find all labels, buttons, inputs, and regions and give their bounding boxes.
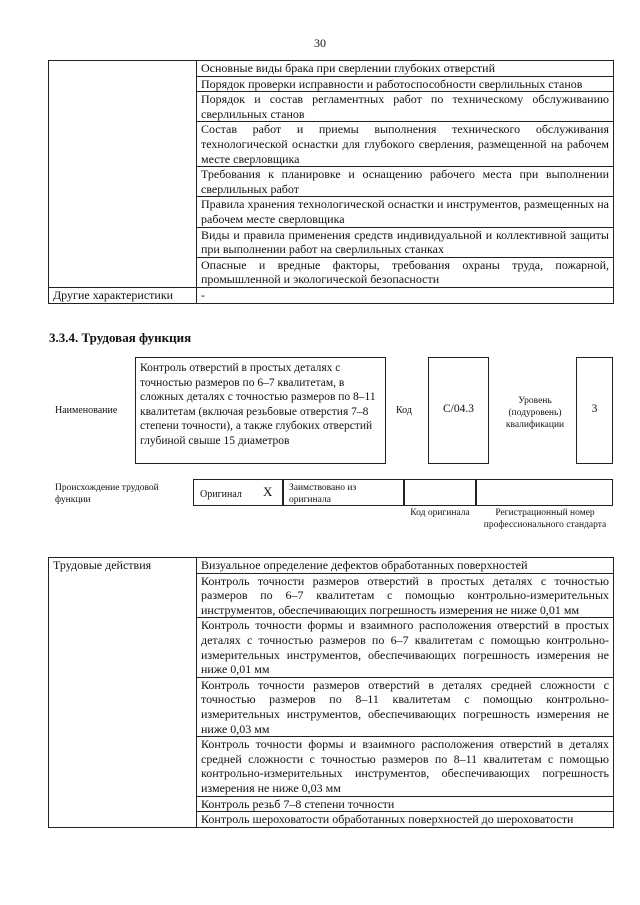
reg-number-caption: Регистрационный номер профессионального стандарта [483, 508, 607, 530]
action-item: Контроль точности размеров отверстий в деталях средней сложности с точностью размеров по 8–11 квалитетам с помощью контрольно-измерительных инструментов, обеспечивающих погрешность измерения не ниже 0,03 мм [197, 677, 614, 736]
knowledge-item: Основные виды брака при сверлении глубоких отверстий [197, 61, 614, 77]
page-number: 30 [314, 36, 326, 50]
actions-label: Трудовые действия [49, 558, 197, 828]
other-characteristics-label: Другие характеристики [49, 287, 197, 303]
name-label: Наименование [55, 405, 118, 416]
function-name-box [135, 357, 386, 464]
action-item: Контроль точности размеров отверстий в простых деталях с точностью размеров по 6–7 квалитетам с помощью контрольно-измерительных инструментов, обеспечивающих погрешность измерения не ниже 0,01 мм [197, 573, 614, 618]
original-mark: X [263, 484, 273, 499]
action-item: Контроль точности формы и взаимного расположения отверстий в деталях средней сложности с точностью размеров по 8–11 квалитетам с помощью контрольно-измерительных инструментов, обеспечивающих погрешность измерения не ниже 0,03 мм [197, 737, 614, 796]
code-original-box [404, 479, 476, 506]
level-box [576, 357, 613, 464]
section-title: 3.3.4. Трудовая функция [49, 330, 192, 345]
code-label: Код [396, 405, 412, 416]
borrowed-label: Заимствовано из оригинала [289, 483, 357, 505]
knowledge-item: Состав работ и приемы выполнения технического обслуживания технологической оснастки для глубокого сверления, размещенной на рабочем месте сверловщика [197, 122, 614, 167]
code-value: C/04.3 [443, 403, 474, 415]
knowledge-item: Порядок и состав регламентных работ по техническому обслуживанию сверлильных станов [197, 92, 614, 122]
code-box [428, 357, 489, 464]
action-item: Контроль резьб 7–8 степени точности [197, 796, 614, 812]
function-name-value: Контроль отверстий в простых деталях с точностью размеров по 6–7 квалитетам, в сложных деталях с точностью размеров по 8–11 квалитетам (включая резьбовые отверстия 7–8 степени точности), а также глубоких отверстий глубиной свыше 15 диаметров [140, 362, 376, 447]
knowledge-item: Порядок проверки исправности и работоспособности сверлильных станов [197, 76, 614, 92]
knowledge-item: Виды и правила применения средств индивидуальной и коллективной защиты при выполнении работ на сверлильных станках [197, 227, 614, 257]
action-item: Контроль шероховатости обработанных поверхностей до шероховатости [197, 812, 614, 828]
original-box [193, 479, 283, 506]
knowledge-item: Требования к планировке и оснащению рабочего места при выполнении сверлильных работ [197, 167, 614, 197]
knowledge-item: Опасные и вредные факторы, требования охраны труда, пожарной, промышленной и экологической безопасности [197, 257, 614, 287]
original-label: Оригинал [200, 489, 242, 500]
level-value: 3 [591, 403, 598, 415]
action-item: Контроль точности формы и взаимного расположения отверстий в простых деталях с точностью размеров по 6–7 квалитетам с помощью контрольно-измерительных инструментов, обеспечивающих погрешность измерения не ниже 0,01 мм [197, 618, 614, 677]
actions-table [48, 557, 614, 828]
level-label: Уровень (подуровень) квалификации [505, 396, 565, 430]
borrowed-box [283, 479, 404, 506]
knowledge-item: Правила хранения технологической оснастки и инструментов, размещенных на рабочем месте сверловщика [197, 197, 614, 227]
origin-label: Происхождение трудовой функции [55, 483, 159, 505]
reg-number-box [476, 479, 613, 506]
knowledge-table [48, 60, 614, 304]
action-item: Визуальное определение дефектов обработанных поверхностей [197, 558, 614, 574]
other-characteristics-value: - [197, 287, 614, 303]
knowledge-label-cell [49, 61, 197, 288]
code-original-caption: Код оригинала [410, 508, 470, 518]
